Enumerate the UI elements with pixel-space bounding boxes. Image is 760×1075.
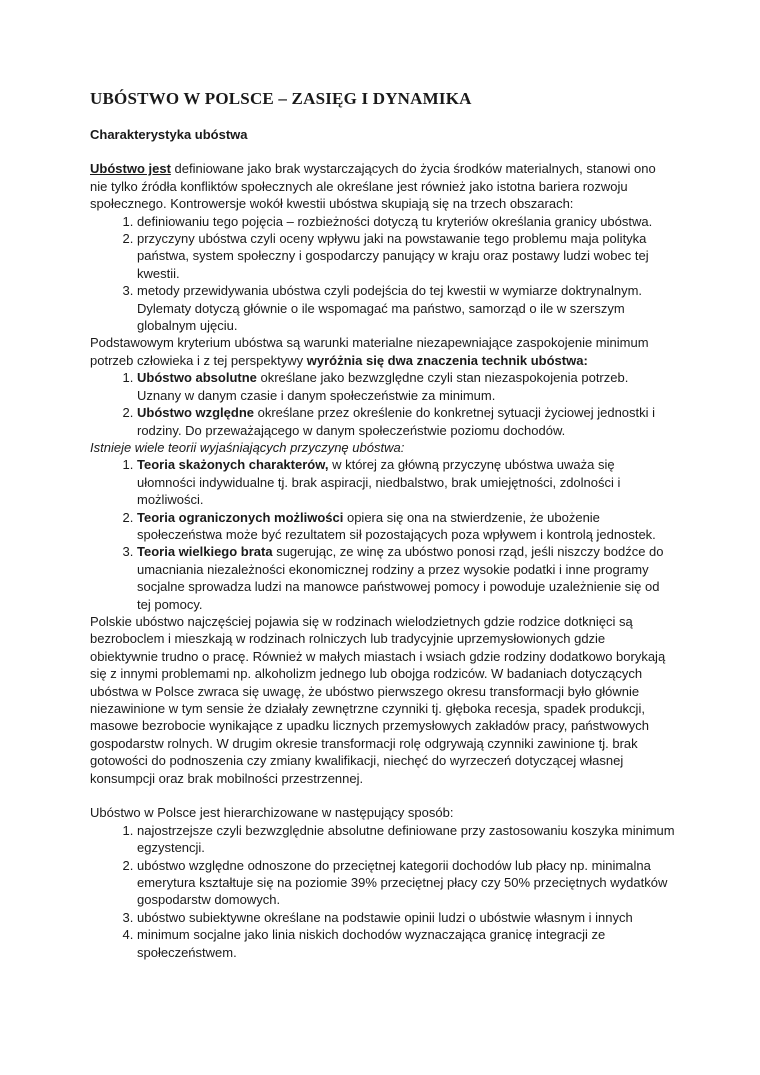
criterion-paragraph — [90, 334, 675, 369]
list-item — [137, 509, 675, 544]
theory-text: opiera się ona na stwierdzenie, że ubożenie społeczeństwa może być rezultatem sił pozostających poza wpływem i kontrolą jednostek. — [137, 509, 656, 542]
list-item — [137, 456, 675, 508]
meaning-term: Ubóstwo absolutne — [137, 370, 257, 386]
theory-term: Teoria wielkiego brata — [137, 544, 273, 560]
meanings-list — [90, 369, 675, 439]
list-item: 1. definiowaniu tego pojęcia – rozbieżności dotyczą tu kryteriów określania granicy ubóstwa. — [137, 213, 675, 230]
theory-text: sugerując, ze winę za ubóstwo ponosi rząd, jeśli niszczy bodźce do umacniania niezależności ekonomicznej rodziny a przez wysokie podatki i inne programy socjalne sprowadza ludzi na manowce państwowej pomocy i powoduje uzależnienie się od tej pomocy. — [137, 544, 664, 612]
theory-term: Teoria skażonych charakterów, — [137, 457, 329, 473]
list-item: 2. ubóstwo względne odnoszone do przeciętnej kategorii dochodów lub płacy np. minimalna emerytura kształtuje się na poziomie 39% przeciętnej płacy czy 50% przeciętnych wydatków gospodarstw domowych. — [137, 857, 675, 909]
criterion-bold: wyróżnia się dwa znaczenia technik ubóstwa: — [306, 352, 588, 368]
criterion-text: Podstawowym kryterium ubóstwa są warunki materialne niezapewniające zaspokojenie minimum potrzeb człowieka i z tej perspektywy — [90, 335, 649, 368]
controversies-list — [90, 213, 675, 335]
list-item — [137, 404, 675, 439]
list-item: 2. przyczyny ubóstwa czyli oceny wpływu jaki na powstawanie tego problemu maja polityka państwa, system społeczny i gospodarczy panujący w kraju oraz postawy ludzi wobec tej kwestii. — [137, 230, 675, 282]
theory-term: Teoria ograniczonych możliwości — [137, 509, 344, 525]
theory-text: w której za główną przyczynę ubóstwa uważa się ułomności indywidualne tj. brak aspiracji, niedbalstwo, brak umiejętności, zdolności i możliwości. — [137, 457, 621, 508]
list-item: 4. minimum socjalne jako linia niskich dochodów wyznaczająca granicę integracji ze społeczeństwem. — [137, 926, 675, 961]
section-heading: Charakterystyka ubóstwa — [90, 127, 248, 142]
list-item — [137, 543, 675, 613]
list-item — [137, 369, 675, 404]
intro-text: definiowane jako brak wystarczających do życia środków materialnych, stanowi ono nie tylko źródła konfliktów społecznych ale określane jest również jako istotna bariera rozwoju społecznego. Kontrowersje wokół kwestii ubóstwa skupiają się na trzech obszarach: — [90, 161, 656, 212]
intro-paragraph — [90, 160, 675, 212]
polish-poverty-paragraph: Polskie ubóstwo najczęściej pojawia się w rodzinach wielodzietnych gdzie rodzice dotknięci są bezroboclem i mieszkają w rodzinach rolniczych lub tradycyjnie uprzemysłowionych gdzie obiektywnie trudno o pracę. Również w małych miastach i wsiach gdzie rodziny dodatkowo borykają się z innymi problemami np. alkoholizm jednego lub obojga rodziców. W badaniach dotyczących ubóstwa w Polsce zwraca się uwagę, że ubóstwo pierwszego okresu transformacji było głównie niezawinione w tym sensie że działały zewnętrzne czynniki tj. głęboka recesja, spadek produkcji, masowe bezrobocie wynikające z upadku licznych przemysłowych zakładów pracy, państwowych gospodarstw rolnych. W drugim okresie transformacji rolę odgrywają czynniki zawinione tj. brak gotowości do podnoszenia czy zmiany kwalifikacji, niechęć do wyrzeczeń dotyczącej własnej konsumpcji oraz brak mobilności przestrzennej. — [90, 613, 666, 786]
meaning-text: określane przez określenie do konkretnej sytuacji życiowej jednostki i rodziny. Do przeważającego w danym społeczeństwie poziomu dochodów. — [137, 405, 656, 438]
theories-intro-text: Istnieje wiele teorii wyjaśniających przyczynę ubóstwa: — [90, 439, 405, 455]
document-title: UBÓSTWO W POLSCE – ZASIĘG I DYNAMIKA — [90, 89, 472, 108]
meaning-term: Ubóstwo względne — [137, 405, 254, 421]
meaning-text: określane jako bezwzględne czyli stan niezaspokojenia potrzeb. Uznany w danym czasie i danym społeczeństwie za minimum. — [137, 370, 629, 403]
list-item: 3. ubóstwo subiektywne określane na podstawie opinii ludzi o ubóstwie własnym i innych — [137, 909, 675, 926]
theories-list — [90, 456, 675, 613]
theories-intro — [90, 439, 675, 456]
list-item: 1. najostrzejsze czyli bezwzględnie absolutne definiowane przy zastosowaniu koszyka minimum egzystencji. — [137, 822, 675, 857]
hierarchy-list — [90, 822, 675, 961]
paragraph-gap — [90, 787, 675, 804]
intro-term: Ubóstwo jest — [90, 161, 171, 177]
document-page — [90, 88, 675, 961]
list-item: 3. metody przewidywania ubóstwa czyli podejścia do tej kwestii w wymiarze doktrynalnym. Dylematy dotyczą głównie o ile wspomagać ma państwo, samorząd o ile w szerszym globalnym ujęciu. — [137, 282, 675, 334]
hierarchy-intro: Ubóstwo w Polsce jest hierarchizowane w następujący sposób: — [90, 805, 454, 821]
